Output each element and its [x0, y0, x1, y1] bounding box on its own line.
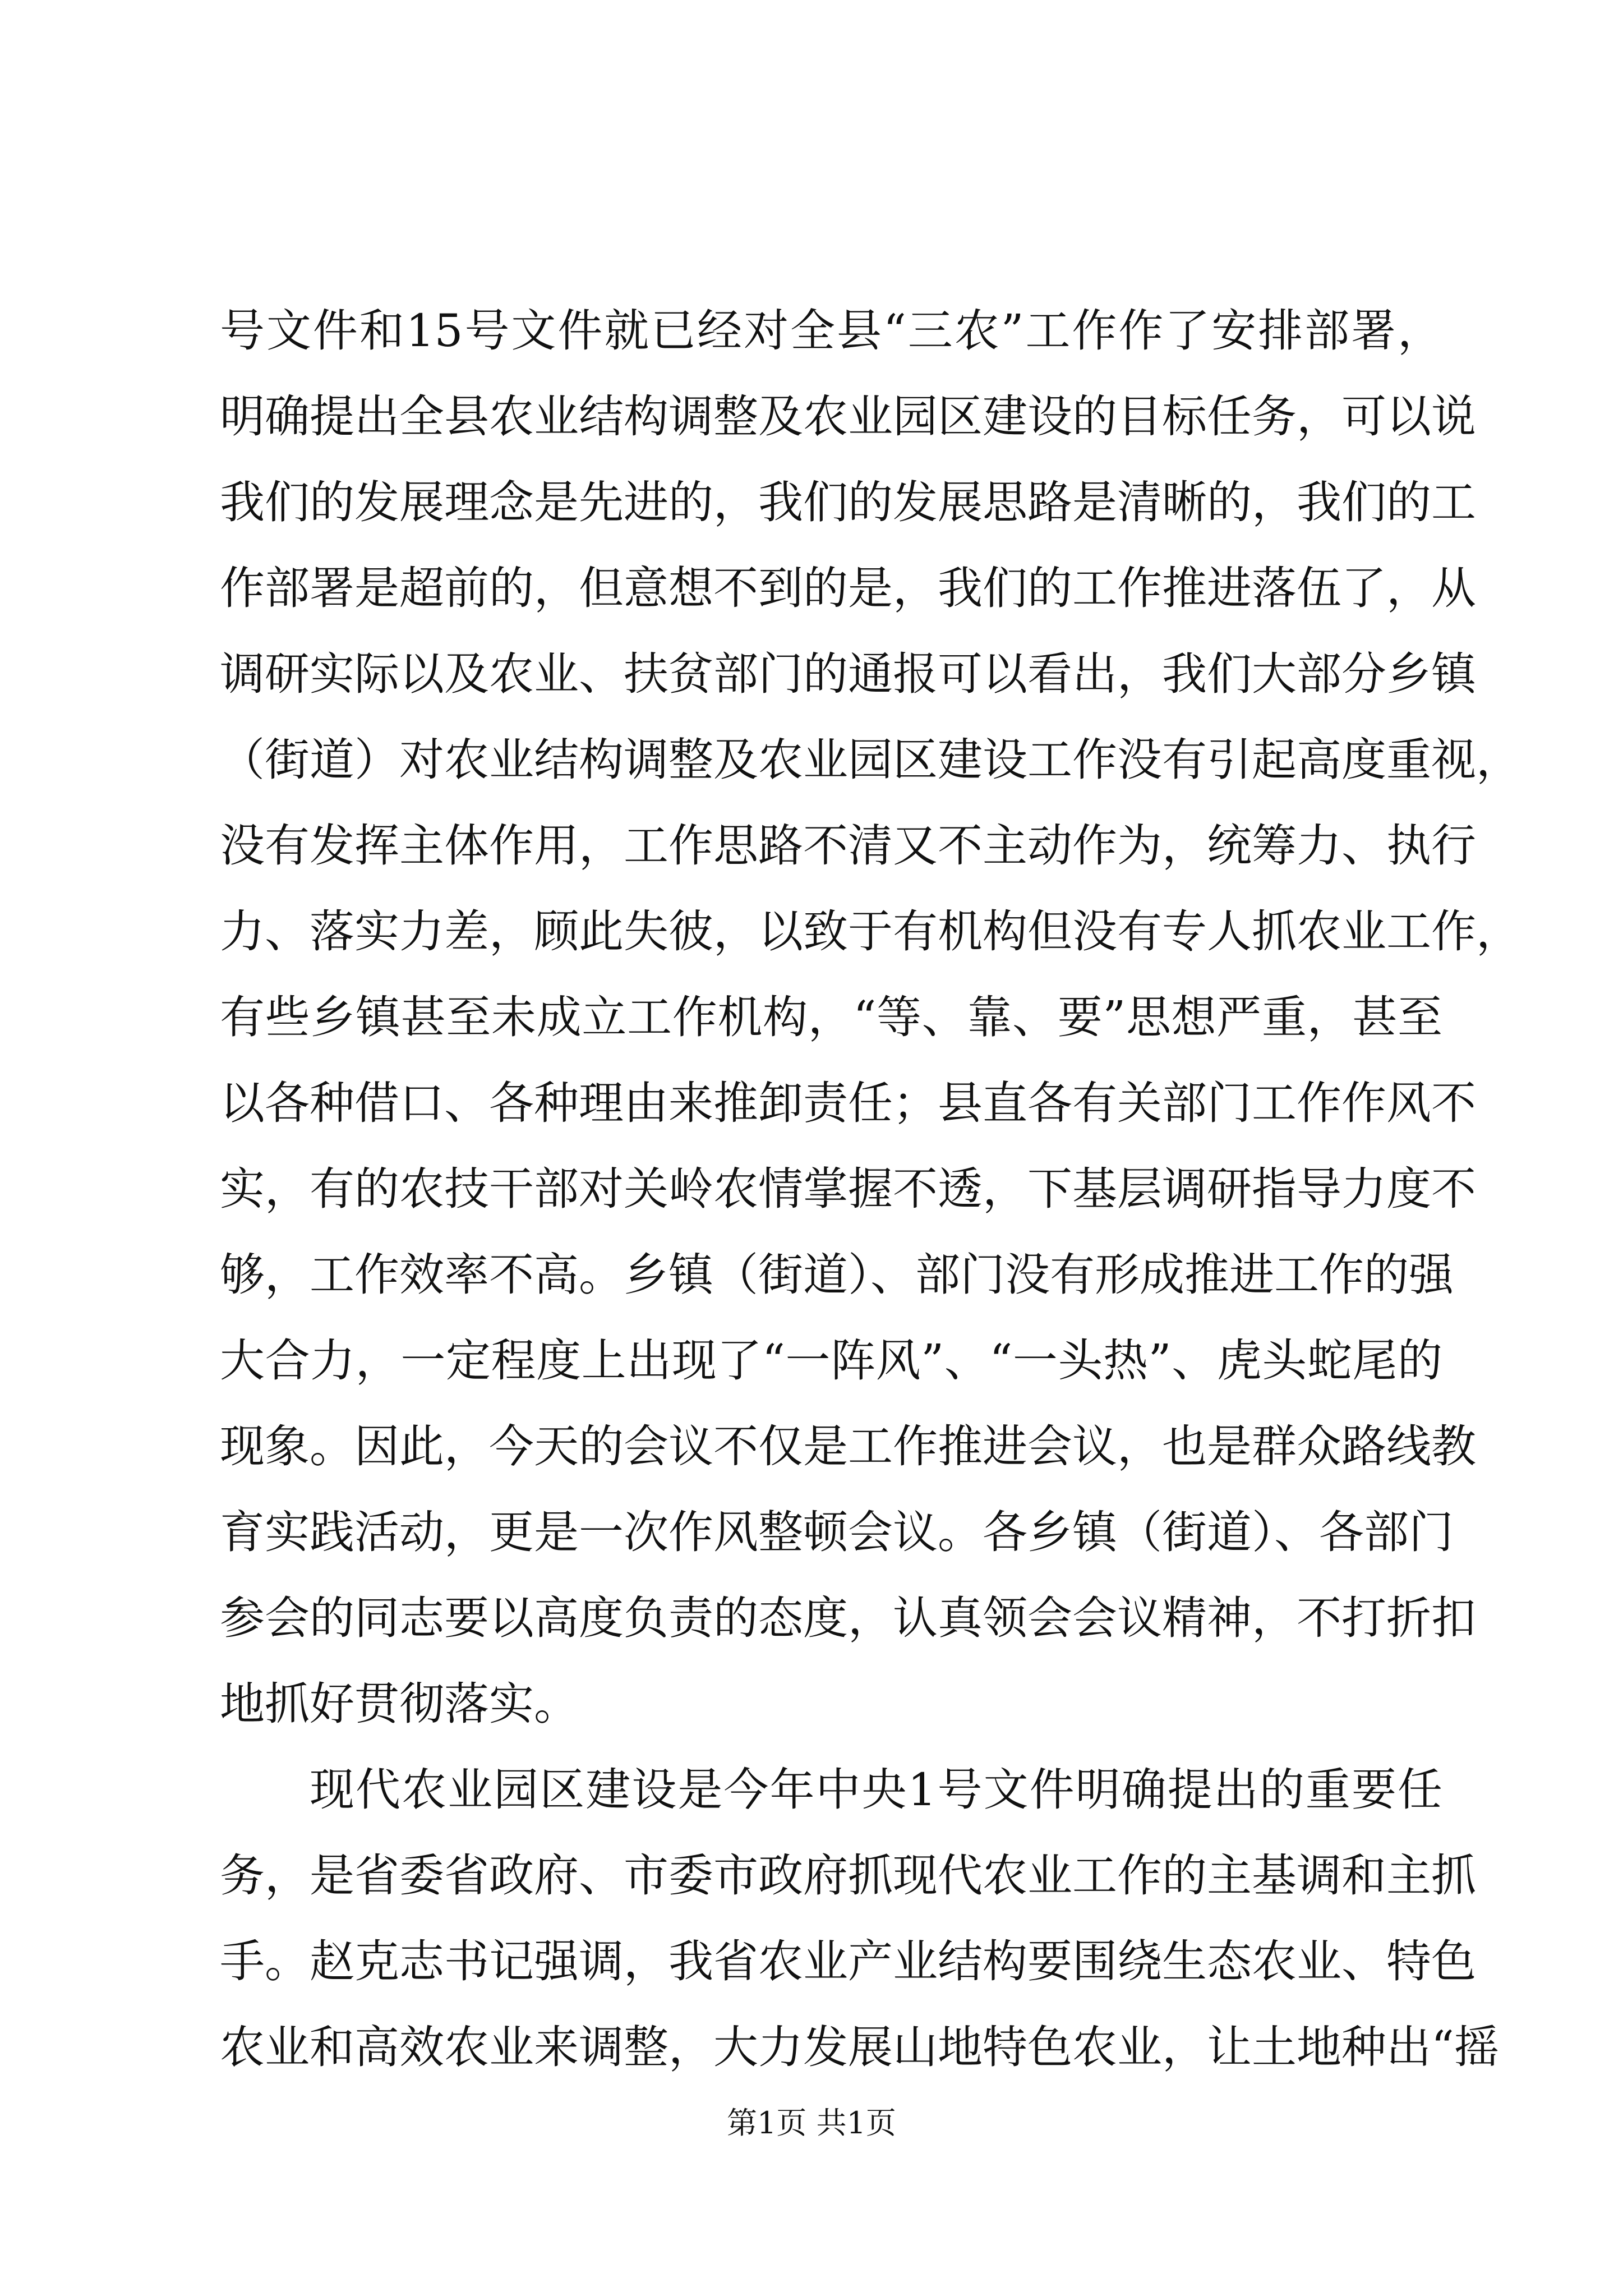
text-line: 手。赵克志书记强调，我省农业产业结构要围绕生态农业、特色	[220, 1935, 1476, 1987]
text-line: 有些乡镇甚至未成立工作机构，“等、靠、要”思想严重，甚至	[220, 991, 1442, 1043]
text-line: 号文件和15号文件就已经对全县“三农”工作作了安排部署，	[220, 305, 1442, 357]
text-line: 我们的发展理念是先进的，我们的发展思路是清晰的，我们的工	[220, 476, 1476, 528]
text-line: 大合力，一定程度上出现了“一阵风”、“一头热”、虎头蛇尾的	[220, 1335, 1442, 1387]
text-line: 农业和高效农业来调整，大力发展山地特色农业，让土地种出“摇	[220, 2021, 1499, 2073]
text-line: 够，工作效率不高。乡镇（街道）、部门没有形成推进工作的强	[220, 1249, 1454, 1301]
text-line: 现象。因此，今天的会议不仅是工作推进会议，也是群众路线教	[220, 1420, 1476, 1473]
text-line: 以各种借口、各种理由来推卸责任；县直各有关部门工作作风不	[220, 1077, 1476, 1129]
text-line: 地抓好贯彻落实。	[220, 1678, 579, 1730]
text-line: 调研实际以及农业、扶贫部门的通报可以看出，我们大部分乡镇	[220, 648, 1476, 700]
page-number-label: 第1页 共1页	[727, 2105, 896, 2141]
text-line: 育实践活动，更是一次作风整顿会议。各乡镇（街道）、各部门	[220, 1506, 1454, 1558]
text-line: 作部署是超前的，但意想不到的是，我们的工作推进落伍了，从	[220, 562, 1476, 614]
text-line: 现代农业园区建设是今年中央1号文件明确提出的重要任	[310, 1764, 1442, 1816]
page-footer	[0, 2101, 1623, 2146]
text-line: 明确提出全县农业结构调整及农业园区建设的目标任务，可以说	[220, 390, 1476, 443]
text-line: （街道）对农业结构调整及农业园区建设工作没有引起高度重视，	[220, 734, 1521, 786]
text-line: 参会的同志要以高度负责的态度，认真领会会议精神，不打折扣	[220, 1592, 1476, 1644]
text-line: 没有发挥主体作用，工作思路不清又不主动作为，统筹力、执行	[220, 820, 1476, 872]
text-line: 实，有的农技干部对关岭农情掌握不透，下基层调研指导力度不	[220, 1163, 1476, 1215]
text-line: 力、落实力差，顾此失彼，以致于有机构但没有专人抓农业工作，	[220, 905, 1521, 958]
text-line: 务，是省委省政府、市委市政府抓现代农业工作的主基调和主抓	[220, 1849, 1476, 1902]
